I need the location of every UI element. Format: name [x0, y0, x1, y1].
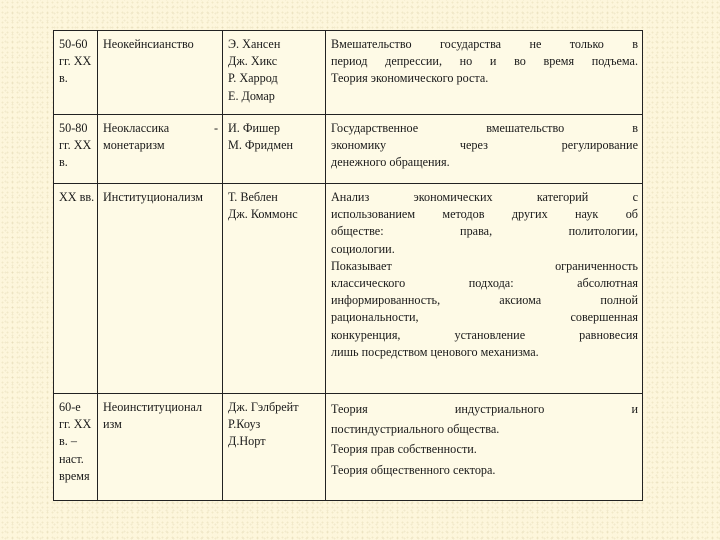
period-line: наст.	[59, 451, 84, 466]
description-line: лишь посредством ценового механизма.	[331, 344, 539, 359]
description-line: постиндустриального общества.	[331, 422, 500, 437]
period-line: время	[59, 468, 90, 483]
description-cell	[326, 184, 643, 394]
table-row	[54, 394, 643, 501]
description-line: использованием методов других наук об	[331, 207, 638, 222]
description-line: Показывает ограниченность	[331, 258, 638, 273]
description-line: Вмешательство государства не только в	[331, 37, 638, 51]
description-line: обществе: права, политологии,	[331, 224, 638, 239]
description-line: Анализ экономических категорий с	[331, 190, 638, 204]
economist-name: Р.Коуз	[228, 417, 261, 432]
school-line: изм	[103, 417, 122, 432]
period-line: в. –	[59, 434, 77, 449]
description-line: информированность, аксиома полной	[331, 293, 638, 308]
description-line: классического подхода: абсолютная	[331, 276, 638, 291]
description-line: Теория индустриального и	[331, 402, 638, 416]
names-cell	[223, 394, 326, 501]
school-cell	[98, 184, 223, 394]
description-line: Теория прав собственности.	[331, 442, 477, 457]
economist-name: Е. Домар	[228, 88, 275, 103]
table-row	[54, 184, 643, 394]
economist-name: Дж. Коммонс	[228, 207, 298, 222]
description-line: конкуренция, установление равновесия	[331, 327, 638, 342]
period-line: в.	[59, 71, 68, 86]
description-cell	[326, 394, 643, 501]
economist-name: М. Фридмен	[228, 138, 294, 153]
economic-schools-table	[53, 30, 643, 501]
table-row	[54, 115, 643, 184]
school-line: Институционализм	[103, 190, 203, 204]
economist-name: Р. Харрод	[228, 71, 278, 86]
economist-name: Э. Хансен	[228, 37, 281, 51]
school-line: Неоинституционал	[103, 400, 203, 414]
names-cell	[223, 184, 326, 394]
school-line: монетаризм	[103, 138, 165, 153]
description-line: Государственное вмешательство в	[331, 121, 638, 135]
names-cell	[223, 31, 326, 115]
period-line: XX вв.	[59, 190, 95, 204]
table-row	[54, 31, 643, 115]
period-line: 50-60	[59, 37, 88, 51]
economist-name: Дж. Гэлбрейт	[228, 400, 299, 414]
period-cell	[54, 394, 98, 501]
description-line: рациональности, совершенная	[331, 310, 638, 325]
period-line: 50-80	[59, 121, 88, 135]
names-cell	[223, 115, 326, 184]
period-cell	[54, 184, 98, 394]
description-line: социологии.	[331, 241, 395, 256]
period-cell	[54, 31, 98, 115]
economist-name: И. Фишер	[228, 121, 280, 135]
school-line: Неоклассика -	[103, 121, 218, 135]
period-cell	[54, 115, 98, 184]
school-cell	[98, 394, 223, 501]
description-line: экономику через регулирование	[331, 138, 638, 153]
period-line: в.	[59, 155, 68, 170]
school-cell	[98, 31, 223, 115]
economist-name: Д.Норт	[228, 434, 266, 449]
school-line: Неокейнсианство	[103, 37, 194, 51]
description-cell	[326, 31, 643, 115]
description-line: период депрессии, но и во время подъема.	[331, 54, 638, 69]
economist-name: Дж. Хикс	[228, 54, 278, 69]
period-line: гг. XX	[59, 138, 92, 153]
school-cell	[98, 115, 223, 184]
description-cell	[326, 115, 643, 184]
period-line: гг. XX	[59, 54, 92, 69]
economist-name: Т. Веблен	[228, 190, 278, 204]
period-line: 60-е	[59, 400, 81, 414]
description-line: Теория общественного сектора.	[331, 462, 496, 477]
description-line: денежного обращения.	[331, 155, 450, 170]
description-line: Теория экономического роста.	[331, 71, 489, 86]
period-line: гг. XX	[59, 417, 92, 432]
